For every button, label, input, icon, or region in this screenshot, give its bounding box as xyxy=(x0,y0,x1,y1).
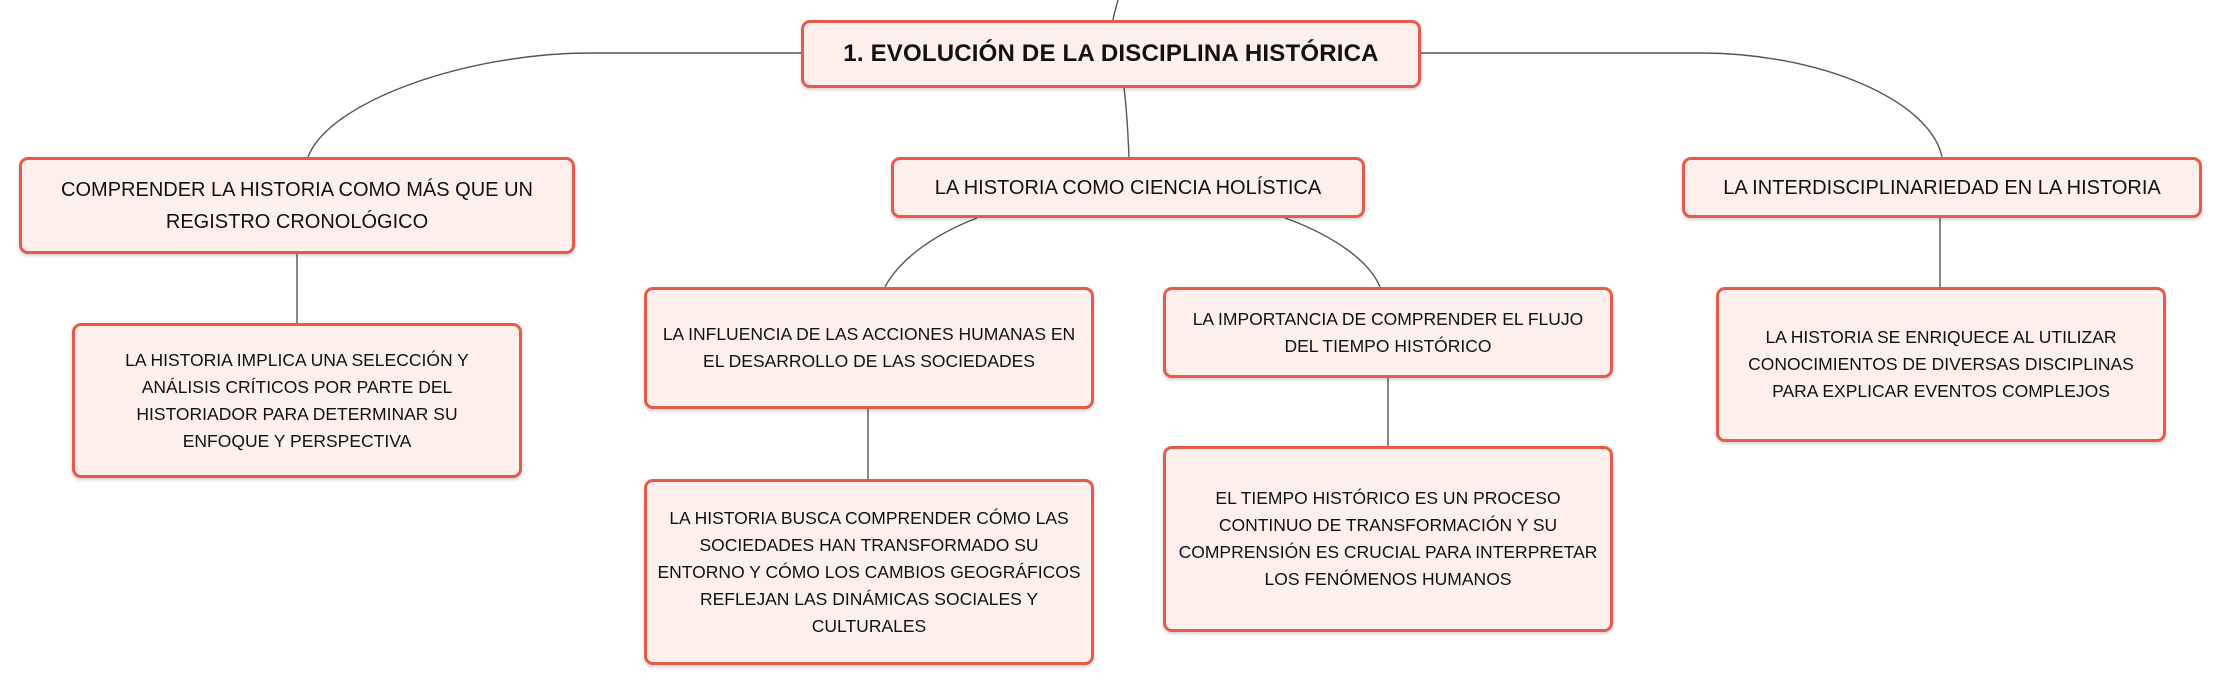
subleft-child-label: LA HISTORIA BUSCA COMPRENDER CÓMO LAS SOCIEDADES HAN TRANSFORMADO SU ENTORNO Y CÓMO LOS CAMBIOS GEOGRÁFICOS REFLEJAN LAS DINÁMICAS SOCIALES Y CULTURALES xyxy=(657,507,1081,636)
subright-child-label: EL TIEMPO HISTÓRICO ES UN PROCESO CONTINUO DE TRANSFORMACIÓN Y SU COMPRENSIÓN ES CRUCIAL PARA INTERPRETAR LOS FENÓMENOS HUMANOS xyxy=(1178,488,1598,589)
left-child-label: LA HISTORIA IMPLICA UNA SELECCIÓN Y ANÁLISIS CRÍTICOS POR PARTE DEL HISTORIADOR PARA DETERMINAR SU ENFOQUE Y PERSPECTIVA xyxy=(125,349,469,451)
connector-root-center xyxy=(1124,88,1129,157)
connector-root-right xyxy=(1420,53,1942,157)
connector-center-subleft xyxy=(885,218,977,287)
right-child[interactable] xyxy=(1716,287,2166,442)
branch-left[interactable] xyxy=(19,157,575,254)
branch-center-label: LA HISTORIA COMO CIENCIA HOLÍSTICA xyxy=(934,176,1322,199)
connector-root-left xyxy=(308,53,801,157)
center-subleft[interactable] xyxy=(644,287,1094,409)
center-subright-label: LA IMPORTANCIA DE COMPRENDER EL FLUJO DEL TIEMPO HISTÓRICO xyxy=(1192,308,1584,356)
branch-right[interactable] xyxy=(1682,157,2202,218)
root-topic-label: 1. EVOLUCIÓN DE LA DISCIPLINA HISTÓRICA xyxy=(843,40,1379,67)
branch-center[interactable] xyxy=(891,157,1365,218)
subright-child[interactable] xyxy=(1163,446,1613,632)
connector-root-parent xyxy=(1113,0,1118,20)
root-topic[interactable] xyxy=(801,20,1421,88)
center-subleft-label: LA INFLUENCIA DE LAS ACCIONES HUMANAS EN EL DESARROLLO DE LAS SOCIEDADES xyxy=(662,324,1076,371)
right-child-label: LA HISTORIA SE ENRIQUECE AL UTILIZAR CONOCIMIENTOS DE DIVERSAS DISCIPLINAS PARA EXPLICAR EVENTOS COMPLEJOS xyxy=(1748,327,2134,401)
branch-right-label: LA INTERDISCIPLINARIEDAD EN LA HISTORIA xyxy=(1723,176,2161,199)
center-subright[interactable] xyxy=(1163,287,1613,378)
subleft-child[interactable] xyxy=(644,479,1094,665)
connector-center-subright xyxy=(1285,218,1380,287)
branch-left-label: COMPRENDER LA HISTORIA COMO MÁS QUE UN REGISTRO CRONOLÓGICO xyxy=(61,178,533,233)
left-child[interactable] xyxy=(72,323,522,478)
